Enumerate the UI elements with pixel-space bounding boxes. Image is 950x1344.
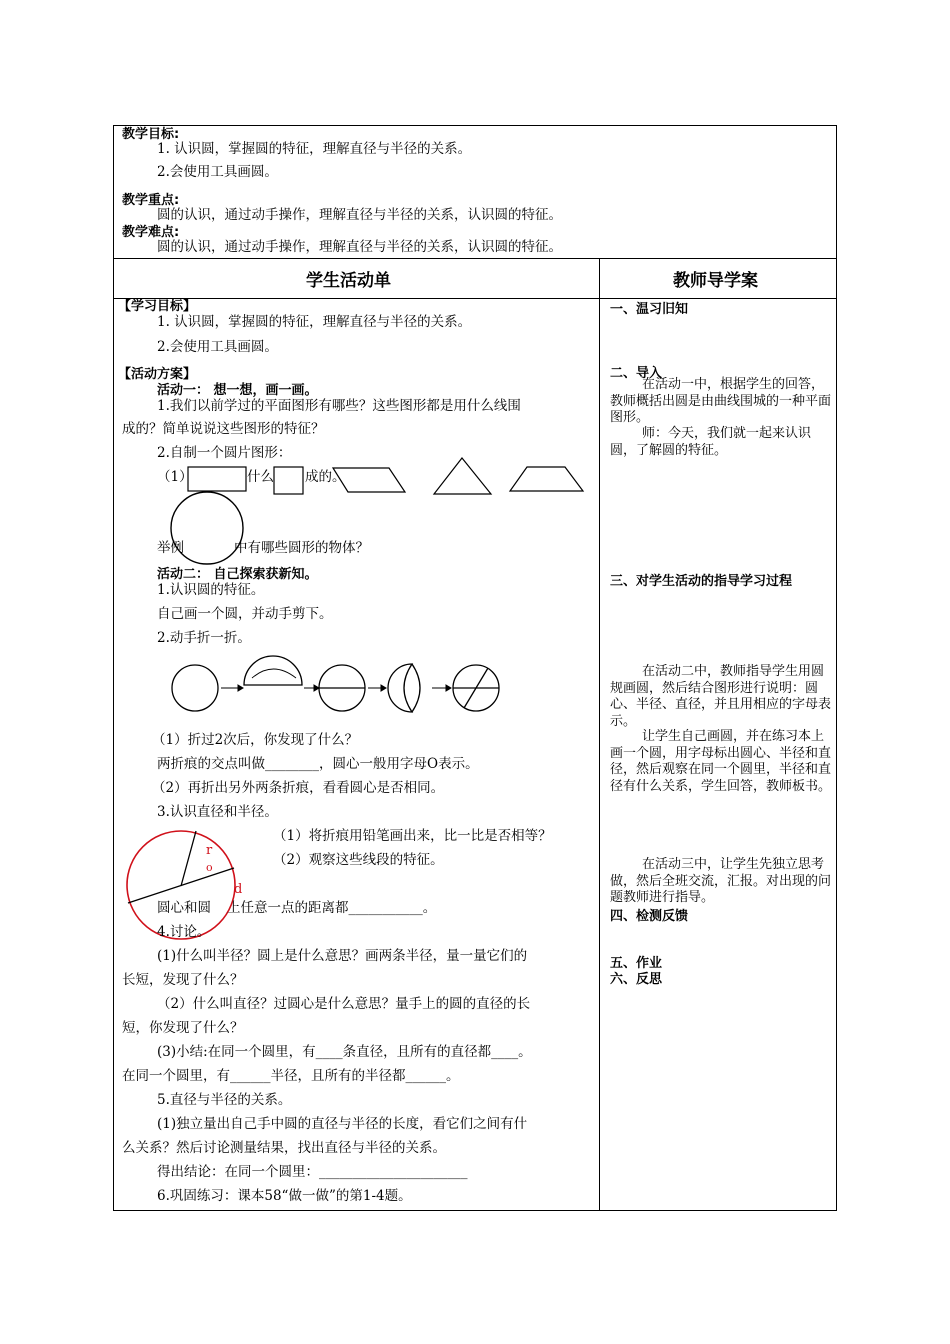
right-sec3-p3: 在活动三中，让学生先独立思考做，然后全班交流，汇报。对出现的问题教师进行指导。 [610, 857, 832, 905]
key-text: 圆的认识，通过动手操作，理解直径与半径的关系，认识圆的特征。 [157, 207, 562, 223]
right-sec5: 五、作业 [610, 956, 663, 971]
activity2-s3-q1: （1）将折痕用铅笔画出来，比一比是否相等？ [273, 828, 552, 844]
activity1-q1: 1.我们以前学过的平面图形有哪些？这些图形都是用什么线围 [157, 398, 521, 414]
right-sec2-p1: 在活动一中，根据学生的回答，教师概括出圆是由曲线围城的一种平面图形。 [610, 377, 832, 425]
activity2-title: 活动二： 自己探索获新知。 [157, 567, 318, 582]
activity2-s3-q2: （2）观察这些线段的特征。 [273, 852, 444, 868]
objective-title: 教学目标: [122, 127, 180, 142]
objective-2: 2.会使用工具画圆。 [157, 164, 278, 180]
right-sec6: 六、反思 [610, 972, 663, 987]
difficulty-title: 教学难点: [122, 225, 180, 240]
right-sec1: 一、温习旧知 [610, 302, 689, 317]
activity2-s4-q1: (1)什么叫半径？圆上是什么意思？画两条半径，量一量它们的 [157, 948, 528, 964]
right-sec3: 三、对学生活动的指导学习过程 [610, 574, 793, 589]
plan-title: 【活动方案】 [118, 367, 197, 382]
activity2-s6: 6.巩固练习：课本58“做一做”的第1-4题。 [157, 1188, 412, 1204]
activity2-s4: 4.讨论。 [157, 924, 211, 940]
activity1-q1-cont: 成的？简单说说这些图形的特征？ [122, 421, 325, 437]
activity1-title: 活动一： 想一想，画一画。 [157, 383, 318, 398]
activity2-s3-fill-b: 上任意一点的距离都___________。 [227, 900, 437, 916]
right-sec3-p1: 在活动二中，教师指导学生用圆规画圆，然后结合图形进行说明：圆心、半径、直径，并且用相应的字母表示。 [610, 664, 832, 729]
label-o: o [206, 861, 213, 874]
key-title: 教学重点: [122, 193, 180, 208]
right-column-header: 教师导学案 [673, 271, 758, 291]
goal-2: 2.会使用工具画圆。 [157, 339, 278, 355]
left-column-header: 学生活动单 [306, 271, 391, 291]
activity2-s2: 2.动手折一折。 [157, 630, 251, 646]
activity1-q3-b: 中有哪些圆形的物体？ [234, 540, 369, 556]
right-sec2: 二、导入 [610, 366, 663, 381]
activity1-q2-sub-b: 什么 [247, 469, 274, 485]
activity2-q1-answer: 两折痕的交点叫做________，圆心一般用字母O表示。 [157, 756, 479, 772]
goal-title: 【学习目标】 [118, 299, 197, 314]
activity2-s5-q1: (1)独立量出自己手中圆的直径与半径的长度，看它们之间有什 [157, 1116, 528, 1132]
activity1-q2-sub-a: （1） [157, 469, 193, 485]
difficulty-text: 圆的认识，通过动手操作，理解直径与半径的关系，认识圆的特征。 [157, 239, 562, 255]
right-sec3-p2: 让学生自己画圆，并在练习本上画一个圆，用字母标出圆心、半径和直径，然后观察在同一个圆里，半径和直径有什么关系，学生回答，教师板书。 [610, 729, 832, 794]
activity2-s3-fill-a: 圆心和圆 [157, 900, 211, 916]
activity2-s4-q3-cont: 在同一个圆里，有______半径，且所有的半径都______。 [122, 1068, 460, 1084]
label-d: d [234, 882, 243, 897]
activity2-s5-conclusion: 得出结论：在同一个圆里：______________________ [157, 1164, 468, 1180]
goal-1: 1. 认识圆，掌握圆的特征，理解直径与半径的关系。 [157, 314, 472, 330]
activity2-s4-q2-cont: 短，你发现了什么？ [122, 1020, 244, 1036]
right-sec4: 四、检测反馈 [610, 909, 689, 924]
activity2-s4-q3: (3)小结:在同一个圆里，有____条直径，且所有的直径都____。 [157, 1044, 532, 1060]
objective-1: 1. 认识圆，掌握圆的特征，理解直径与半径的关系。 [157, 141, 472, 157]
label-r: r [206, 843, 213, 858]
activity2-s1: 1.认识圆的特征。 [157, 582, 265, 598]
activity1-q2-sub-c: 成的。 [305, 469, 346, 485]
activity2-s1-text: 自己画一个圆，并动手剪下。 [157, 606, 333, 622]
radius-line [181, 831, 196, 886]
right-sec2-p2: 师：今天，我们就一起来认识圆，了解圆的特征。 [610, 426, 812, 458]
activity2-q1: （1）折过2次后，你发现了什么？ [152, 732, 359, 748]
activity1-q3-a: 举例 [157, 540, 184, 556]
activity1-q2: 2.自制一个圆片图形： [157, 445, 292, 461]
activity2-s4-q2: （2）什么叫直径？过圆心是什么意思？量手上的圆的直径的长 [157, 996, 531, 1012]
activity2-s5: 5.直径与半径的关系。 [157, 1092, 292, 1108]
activity2-s5-q1-cont: 么关系？然后讨论测量结果，找出直径与半径的关系。 [122, 1140, 446, 1156]
activity2-q2: （2）再折出另外两条折痕，看看圆心是否相同。 [152, 780, 445, 796]
activity2-s4-q1-cont: 长短，发现了什么？ [122, 972, 244, 988]
activity2-s3: 3.认识直径和半径。 [157, 804, 278, 820]
